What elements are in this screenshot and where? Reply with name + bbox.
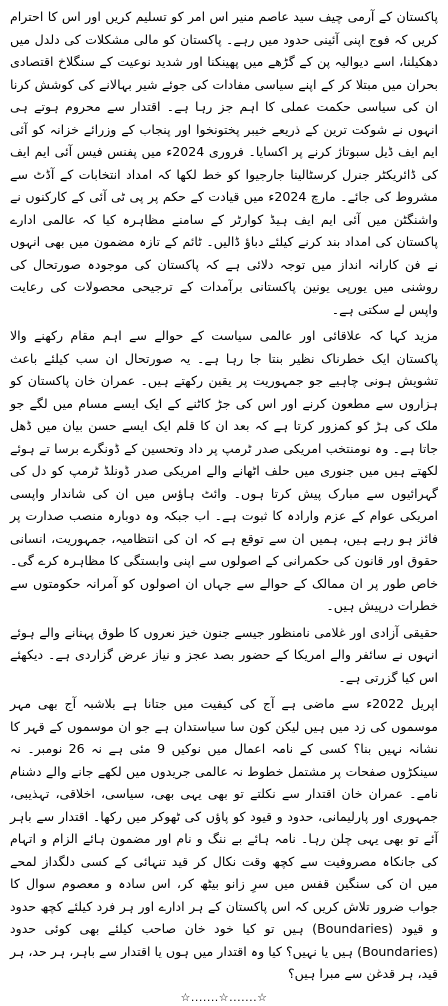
paragraph-4: اپریل 2022ء سے ماضی ہے آج کی کیفیت میں جتانا ہے بلاشبہ آج بھی مہر موسموں کی زد میں ہیں لیکن کون سا سیاستدان ہے جو ان موسموں کے قہر کا نشانہ نہیں بنا؟ کسی کے نامہ اعمال میں نوکیں 9 مئی ہے نہ 26 نومبر۔ نہ سینکڑوں صفحات پر مشتمل خطوط نہ عالمی جریدوں میں لکھے جانے والے دشنام نامے۔ عمران خان اقتدار سے نکلتے تو بھی یہی بھی، سیاسی، اخلاقی، تہذیبی، جمہوری اور پارلیمانی، حدود و قیود کو پاؤں کی ٹھوکر میں رکھا۔ اقتدار سے باہر آئے تو بھی یہی چلن رہا۔ نامہ ہائے بے ننگ و نام اور مضمون ہائے الزام و اتہام کی جانکاہ مصروفیت سے کچھ وقت نکال کر قید تنہائی کے کسی دلگداز لمحے میں ان کی سنگین قفس میں سرِ زانو بیٹھ کر، اس سادہ و معصوم سوال کا جواب ضرور تلاش کریں کہ اس پاکستان کے ہر ادارے اور ہر فرد کیلئے کچھ حدود و قیود (Boundaries) ہیں تو کیا خود خان صاحب کیلئے بھی کوئی حدود (Boundaries) ہیں یا نہیں؟ کیا وہ اقتدار میں ہوں یا اقتدار سے باہر، ہر حد، ہر قید، ہر قدغن سے مبرا ہیں؟ [10,696,439,981]
paragraph-1: پاکستان کے آرمی چیف سید عاصم منیر اس امر کو تسلیم کریں اور اس کا احترام کریں کہ فوج اپنی آئینی حدود میں رہے۔ پاکستان کو مالی مشکلات کی دلدل میں دھکیلنا، اسے دیوالیہ پن کے گڑھے میں پھینکنا اور شدید نوعیت کے سنگلاخ اقتصادی بحران میں مبتلا کر کے اپنے سیاسی مفادات کی جوئے شیر بہالانے کی کوشش کرنا ان کی سیاسی حکمت عملی کا اہم جز رہا ہے۔ اقتدار سے محروم ہوتے ہی انہوں نے شوکت ترین کے ذریعے خیبر پختونخوا اور پنجاب کے وزرائے خزانہ کو آئی ایم ایف ڈیل سبوتاژ کرنے پر اکسایا۔ فروری 2024ء میں پفنس فیس آئی ایم ایف کی ڈائریکٹر جنرل کرسٹالینا جارجیوا کو خط لکھا کہ امداد انتخابات کے آڈٹ سے مشروط کی جائے۔ مارچ 2024ء میں قیادت کے حکم پر پی ٹی آئی کے کارکنوں نے واشنگٹن میں آئی ایم ایف ہیڈ کوارٹر کے سامنے مظاہرہ کیا کہ عالمی ادارے پاکستان کی امداد بند کرنے کیلئے دباؤ ڈالیں۔ ٹائم کے تازہ مضمون میں بھی انہوں نے فن کارانہ انداز میں توجہ دلائی ہے کہ پاکستان کی موجودہ صورتحال کی روشنی میں یورپی یونین پاکستانی برآمدات کے ترجیحی محصولات کی رعایت واپس لے سکتی ہے۔ [10,9,439,317]
end-ornament: ☆.......☆.......☆ [180,990,268,1004]
paragraph-3: حقیقی آزادی اور غلامی نامنظور جیسے جنون خیز نعروں کا طوق پہنانے والے ہوئے انہوں نے سائفر والے امریکا کے حضور بصد عجز و نیاز عرض گزاردی ہے۔ دیکھئے اس کیا گزرتی ہے۔ [10,624,438,685]
paragraph-2: مزید کہا کہ علاقائی اور عالمی سیاست کے حوالے سے اہم مقام رکھنے والا پاکستان ایک خطرناک نظیر بنتا جا رہا ہے۔ یہ صورتحال ان سب کیلئے باعث تشویش ہونی چاہیے جو جمہوریت پر یقین رکھتے ہیں۔ عمران خان پاکستان کو ہزاروں سے مطعون کرنے اور اس کی جڑ کاٹنے کے ایک ایسے مسام میں لگے جو ملک کی ہڑ کو کمزور کرتا ہے کہ بعد ان کا قلم ایک ایسے حسن بیان میں ڈھل جاتا ہے۔ وہ نومنتخب امریکی صدر ٹرمپ پر داد وتحسین کے ڈونگرے برسا تے ہوئے لکھتے ہیں میں جنوری میں حلف اٹھانے والے امریکی صدر ڈونلڈ ٹرمپ کو دل کی گہرائیوں سے مبارک پیش کرتا ہوں۔ وائٹ ہاؤس میں ان کی شاندار واپسی امریکی عوام کے عزم وارادہ کا ثبوت ہے۔ اب جبکہ وہ دوبارہ منصب صدارت پر فائز ہو رہے ہیں، ہمیں ان سے توقع ہے کہ ان کی انتظامیہ، جمہوریت، انسانی حقوق اور قانون کی حکمرانی کے اصولوں سے اپنی وابستگی کا مظاہرہ کرے گی۔ خاص طور پر ان ممالک کے حوالے سے جہاں ان اصولوں کو آمرانہ حکومتوں سے خطرات درپیش ہیں۔ [10,328,438,613]
